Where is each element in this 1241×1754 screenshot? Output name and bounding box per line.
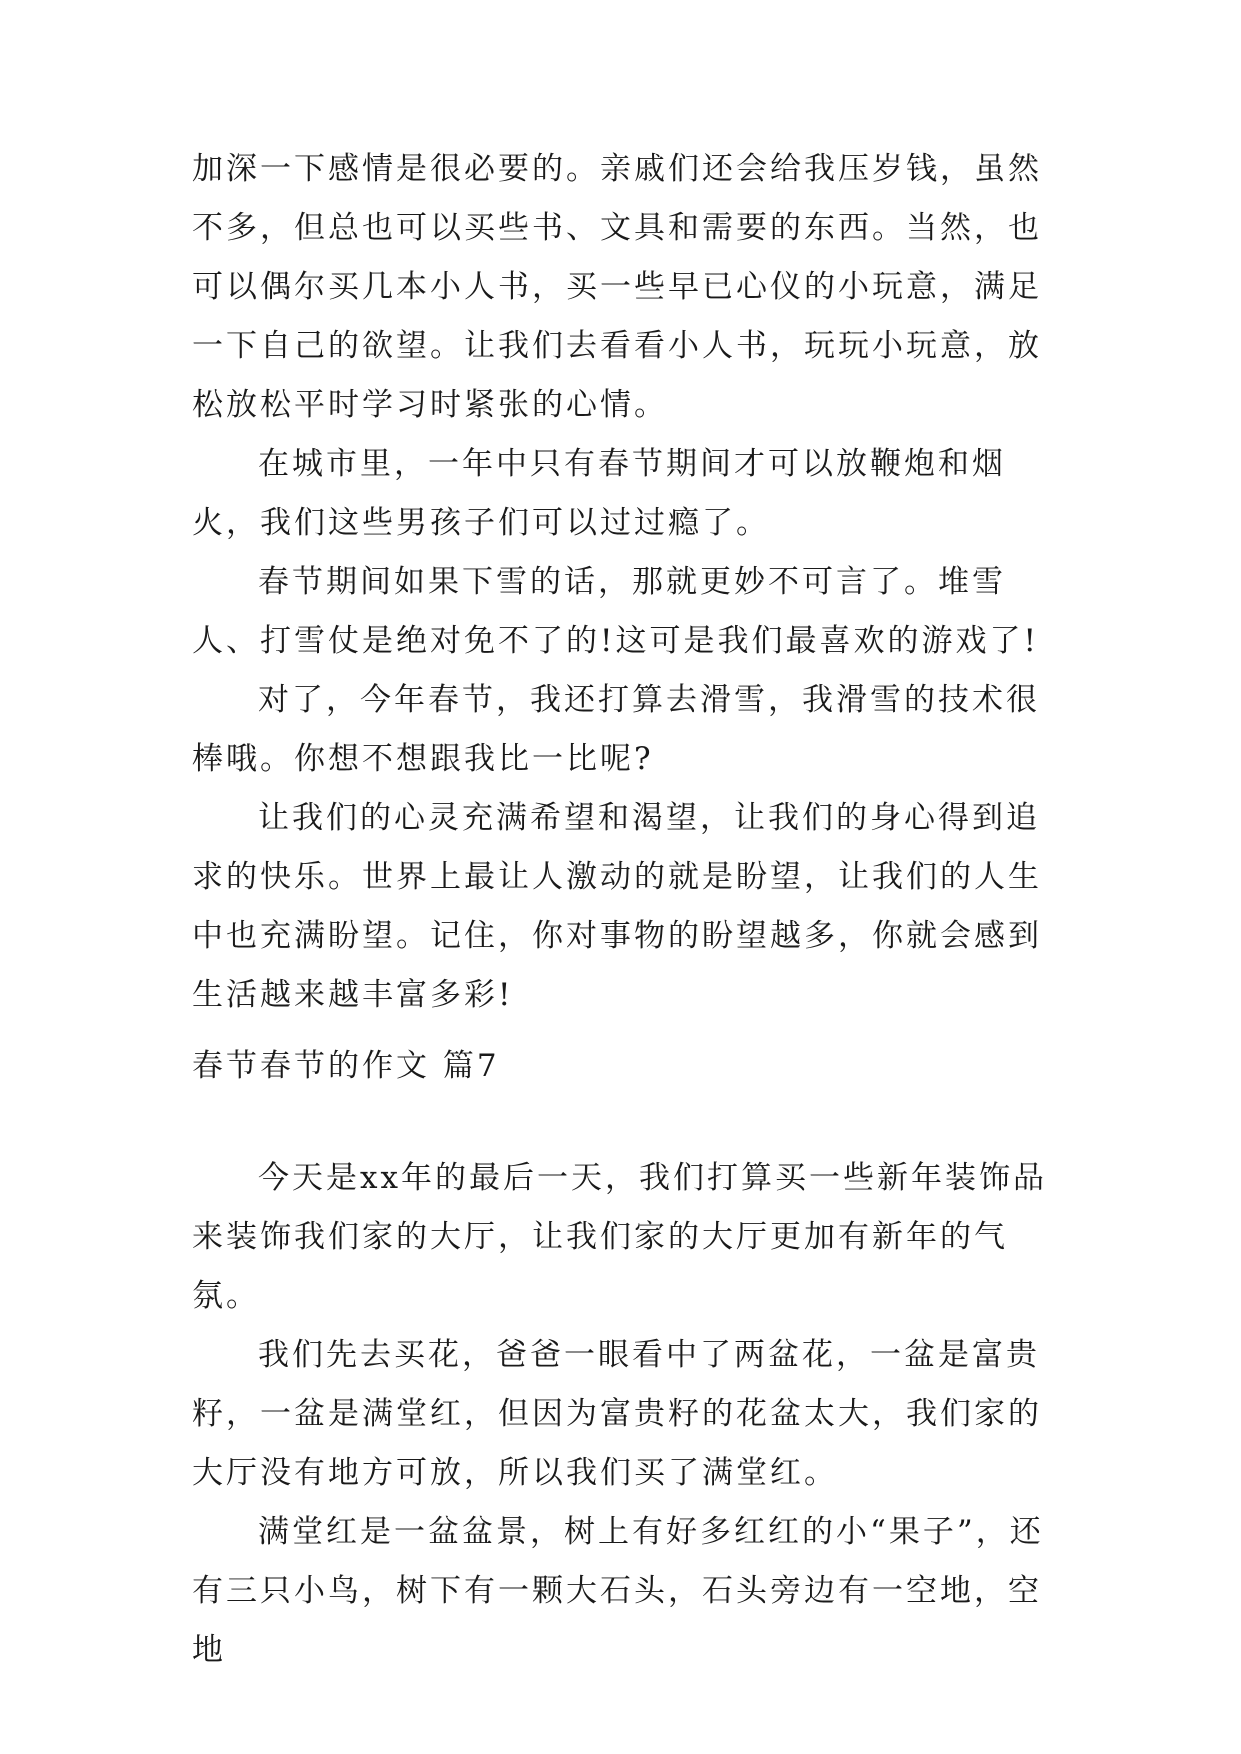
paragraph: 让我们的心灵充满希望和渴望，让我们的身心得到追求的快乐。世界上最让人激动的就是盼望，让我们的人生中也充满盼望。记住，你对事物的盼望越多，你就会感到生活越来越丰富多彩! (192, 800, 1042, 1013)
paragraph: 对了，今年春节，我还打算去滑雪，我滑雪的技术很棒哦。你想不想跟我比一比呢? (192, 682, 1040, 777)
top-text-block (192, 140, 1070, 1025)
paragraph: 我们先去买花，爸爸一眼看中了两盆花，一盆是富贵籽，一盆是满堂红，但因为富贵籽的花盆太大，我们家的大厅没有地方可放，所以我们买了满堂红。 (192, 1337, 1042, 1491)
paragraph: 今天是xx年的最后一天，我们打算买一些新年装饰品来装饰我们家的大厅，让我们家的大厅更加有新年的气氛。 (192, 1160, 1047, 1314)
section-heading: 春节春节的作文 篇7 (192, 1048, 500, 1084)
paragraph: 在城市里，一年中只有春节期间才可以放鞭炮和烟火，我们这些男孩子们可以过过瘾了。 (192, 446, 1006, 541)
paragraph: 满堂红是一盆盆景，树上有好多红红的小“果子”，还有三只小鸟，树下有一颗大石头，石头旁边有一空地，空地 (192, 1514, 1044, 1668)
paragraph: 加深一下感情是很必要的。亲戚们还会给我压岁钱，虽然不多，但总也可以买些书、文具和需要的东西。当然，也可以偶尔买几本小人书，买一些早已心仪的小玩意，满足一下自己的欲望。让我们去看看小人书，玩玩小玩意，放松放松平时学习时紧张的心情。 (192, 151, 1042, 423)
paragraph: 春节期间如果下雪的话，那就更妙不可言了。堆雪人、打雪仗是绝对免不了的!这可是我们最喜欢的游戏了! (192, 564, 1039, 659)
bottom-text-block (192, 1149, 1070, 1680)
